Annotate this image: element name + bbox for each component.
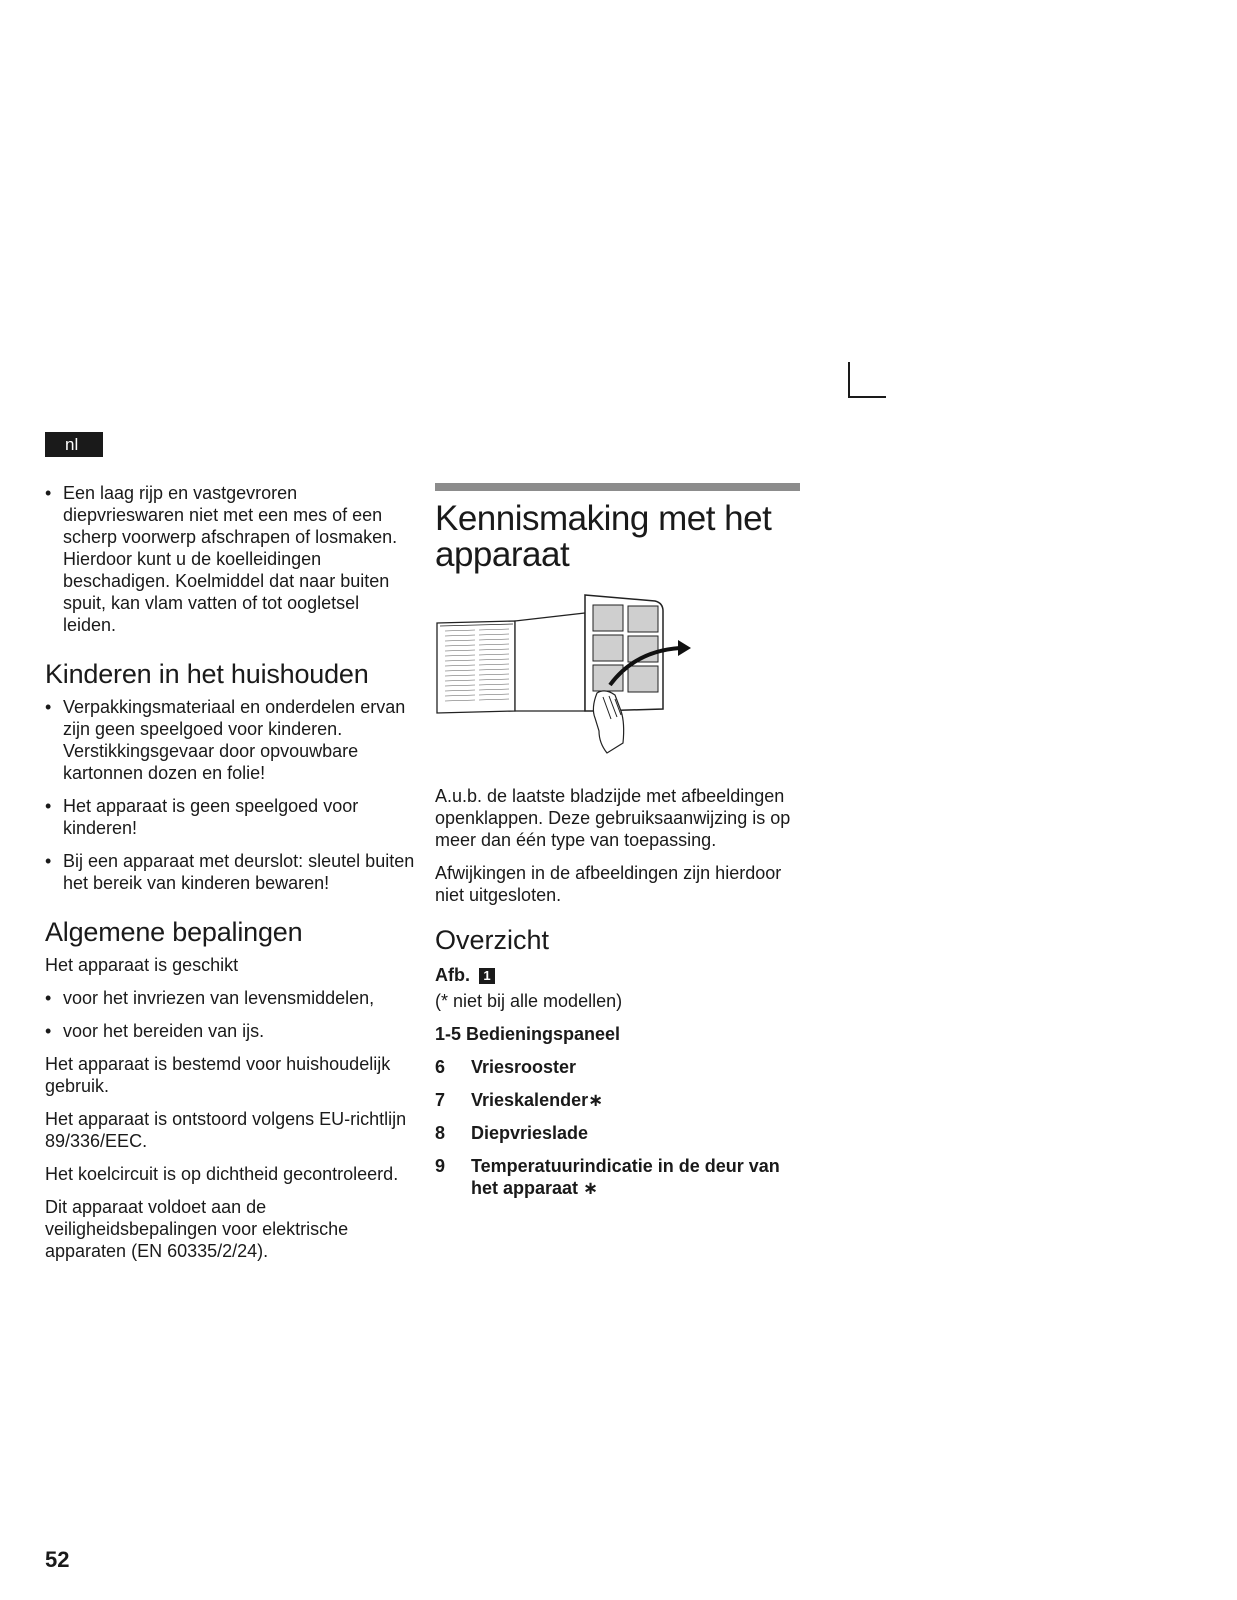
legend-item bbox=[435, 1155, 800, 1199]
list-item: • voor het invriezen van levensmiddelen, bbox=[45, 987, 415, 1009]
legend-label: Temperatuurindicatie in de deur van het apparaat ∗ bbox=[471, 1156, 780, 1198]
list-item: • voor het bereiden van ijs. bbox=[45, 1020, 415, 1042]
legend-number: 6 bbox=[435, 1057, 446, 1077]
legend-number: 1-5 bbox=[435, 1024, 462, 1044]
right-column bbox=[435, 483, 800, 1210]
language-tag: nl bbox=[45, 432, 103, 457]
list-item: • Bij een apparaat met deurslot: sleutel buiten het bereik van kinderen bewaren! bbox=[45, 850, 415, 894]
legend-number: 9 bbox=[435, 1156, 446, 1176]
paragraph: Het apparaat is ontstoord volgens EU-richtlijn 89/336/EEC. bbox=[45, 1109, 407, 1151]
algemene-intro: Het apparaat is geschikt bbox=[45, 955, 239, 975]
page-number: 52 bbox=[45, 1547, 70, 1572]
figure-number-badge: 1 bbox=[479, 968, 495, 984]
kinderen-heading: Kinderen in het huishouden bbox=[45, 659, 369, 689]
paragraph: Afwijkingen in de afbeeldingen zijn hierdoor niet uitgesloten. bbox=[435, 863, 782, 905]
figure-reference bbox=[435, 964, 800, 986]
paragraph: Dit apparaat voldoet aan de veiligheidsbepalingen voor elektrische apparaten (EN 60335/2/24). bbox=[45, 1197, 349, 1261]
paragraph: A.u.b. de laatste bladzijde met afbeeldingen openklappen. Deze gebruiksaanwijzing is op meer dan één type van toepassing. bbox=[435, 786, 791, 850]
legend-item bbox=[435, 1122, 800, 1144]
kinderen-bullet-list bbox=[45, 696, 415, 894]
list-item: • Het apparaat is geen speelgoed voor kinderen! bbox=[45, 795, 415, 839]
legend-label: Vriesrooster bbox=[471, 1057, 577, 1077]
intro-bullet-list bbox=[45, 482, 415, 636]
legend-number: 7 bbox=[435, 1090, 446, 1110]
legend-number: 8 bbox=[435, 1123, 446, 1143]
paragraph: Het apparaat is bestemd voor huishoudelijk gebruik. bbox=[45, 1054, 391, 1096]
legend-item bbox=[435, 1056, 800, 1078]
paragraph: Het koelcircuit is op dichtheid gecontroleerd. bbox=[45, 1164, 399, 1184]
legend-item bbox=[435, 1089, 800, 1111]
page-title: Kennismaking met het apparaat bbox=[435, 499, 772, 574]
algemene-heading: Algemene bepalingen bbox=[45, 917, 303, 947]
list-item: • Een laag rijp en vastgevroren diepvrieswaren niet met een mes of een scherp voorwerp afschrapen of losmaken. Hierdoor kunt u de koelleidingen beschadigen. Koelmiddel dat naar buiten spuit, kan vlam vatten of tot oogletsel leiden. bbox=[45, 482, 415, 636]
legend-label: Vrieskalender∗ bbox=[471, 1090, 604, 1110]
algemene-bullet-list bbox=[45, 987, 415, 1042]
crop-mark bbox=[848, 362, 886, 398]
figure-label: Afb. bbox=[435, 965, 470, 985]
models-note: (* niet bij alle modellen) bbox=[435, 991, 623, 1011]
legend-item bbox=[435, 1023, 800, 1045]
open-manual-illustration bbox=[435, 593, 715, 758]
legend-label: Bedieningspaneel bbox=[466, 1024, 621, 1044]
legend-label: Diepvrieslade bbox=[471, 1123, 589, 1143]
overzicht-heading: Overzicht bbox=[435, 925, 550, 955]
left-column bbox=[45, 482, 415, 1273]
section-rule bbox=[435, 483, 800, 491]
list-item: • Verpakkingsmateriaal en onderdelen ervan zijn geen speelgoed voor kinderen. Verstikkingsgevaar door opvouwbare kartonnen dozen en folie! bbox=[45, 696, 415, 784]
